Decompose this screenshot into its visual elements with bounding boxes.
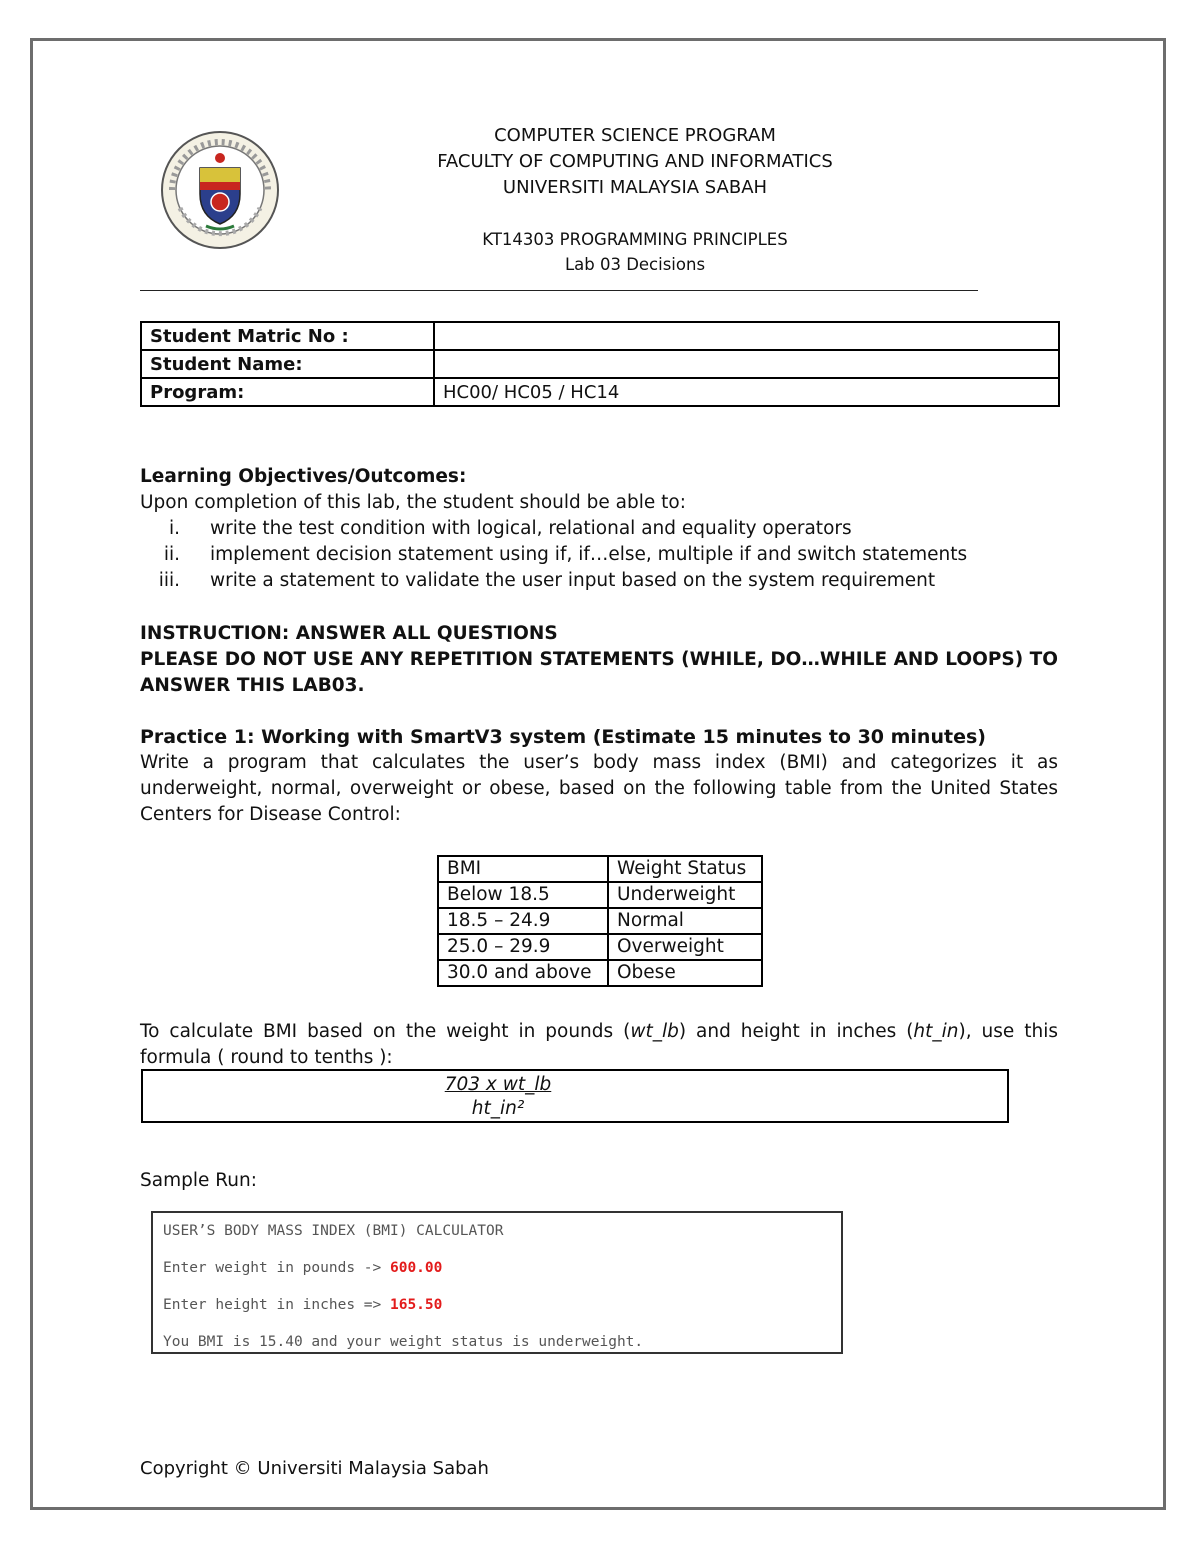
program-title: COMPUTER SCIENCE PROGRAM: [494, 125, 776, 146]
practice-description: Write a program that calculates the user’s body mass index (BMI) and categorizes it as underweight, normal, overweight or obese, based on the following table from the United States Centers for Disease Control:: [140, 752, 1058, 825]
weight-prompt: Enter weight in pounds ->: [163, 1260, 390, 1276]
bmi-table: [437, 855, 763, 987]
weight-status-cell: Underweight: [608, 882, 762, 908]
bmi-header-cell: BMI: [438, 856, 608, 882]
formula-intro: [140, 1019, 1058, 1071]
instruction-line-1: INSTRUCTION: ANSWER ALL QUESTIONS: [140, 623, 558, 644]
bmi-table-header: [438, 856, 762, 882]
name-label: Student Name:: [141, 350, 434, 378]
formula-numerator: 703 x wt_lb: [444, 1074, 552, 1095]
practice-1: [140, 724, 1058, 828]
lab-title: Lab 03 Decisions: [564, 255, 706, 274]
formula-intro-text: To calculate BMI based on the weight in pounds (: [140, 1021, 631, 1042]
formula-denominator: ht_in²: [471, 1098, 525, 1119]
weight-variable: wt_lb: [630, 1021, 679, 1042]
university-seal-logo: [158, 128, 282, 252]
instruction-block: [140, 621, 1058, 699]
program-label: Program:: [141, 378, 434, 406]
header-block: [290, 123, 980, 201]
bmi-formula: [433, 1073, 563, 1121]
console-title: USER’S BODY MASS INDEX (BMI) CALCULATOR: [163, 1223, 504, 1239]
matric-row: [141, 322, 1059, 350]
formula-box: [141, 1069, 1009, 1123]
sample-run-label: Sample Run:: [140, 1170, 257, 1191]
weight-input: 600.00: [389, 1260, 443, 1276]
bmi-header-cell: Weight Status: [608, 856, 762, 882]
objective-text: write the test condition with logical, relational and equality operators: [210, 518, 852, 539]
objective-item: [140, 542, 1060, 568]
table-row: [438, 882, 762, 908]
header-divider: [140, 290, 978, 291]
matric-value: [434, 322, 1059, 350]
objectives-heading: Learning Objectives/Outcomes:: [140, 466, 467, 487]
table-row: [438, 934, 762, 960]
objectives-list: [140, 516, 1060, 594]
faculty-title: FACULTY OF COMPUTING AND INFORMATICS: [437, 151, 833, 172]
table-row: [438, 908, 762, 934]
weight-status-cell: Obese: [608, 960, 762, 986]
weight-status-cell: Normal: [608, 908, 762, 934]
sample-run-console: [151, 1211, 843, 1354]
objective-number: iii.: [158, 570, 180, 591]
bmi-range-cell: Below 18.5: [438, 882, 608, 908]
name-value: [434, 350, 1059, 378]
height-prompt: Enter height in inches =>: [163, 1297, 390, 1313]
program-row: [141, 378, 1059, 406]
matric-label: Student Matric No :: [141, 322, 434, 350]
learning-objectives: [140, 464, 1060, 594]
height-variable: ht_in: [913, 1021, 959, 1042]
bmi-range-cell: 25.0 – 29.9: [438, 934, 608, 960]
copyright-footer: Copyright © Universiti Malaysia Sabah: [140, 1458, 489, 1479]
console-height-line: [163, 1295, 831, 1332]
height-input: 165.50: [389, 1297, 443, 1313]
student-info-table: [140, 321, 1060, 407]
objective-item: [140, 568, 1060, 594]
formula-intro-text: ) and height in inches (: [678, 1021, 914, 1042]
objective-item: [140, 516, 1060, 542]
course-title: KT14303 PROGRAMMING PRINCIPLES: [482, 230, 788, 249]
name-row: [141, 350, 1059, 378]
instruction-line-2: PLEASE DO NOT USE ANY REPETITION STATEMENTS (WHILE, DO…WHILE AND LOOPS) TO ANSWER THIS LAB03.: [140, 649, 1058, 696]
table-row: [438, 960, 762, 986]
practice-heading: Practice 1: Working with SmartV3 system (Estimate 15 minutes to 30 minutes): [140, 726, 986, 748]
objective-number: ii.: [163, 544, 180, 565]
objective-text: implement decision statement using if, if…else, multiple if and switch statements: [210, 544, 968, 565]
weight-status-cell: Overweight: [608, 934, 762, 960]
program-value: HC00/ HC05 / HC14: [434, 378, 1059, 406]
objectives-intro: Upon completion of this lab, the student should be able to:: [140, 492, 686, 513]
bmi-range-cell: 30.0 and above: [438, 960, 608, 986]
console-result-line: You BMI is 15.40 and your weight status is underweight.: [163, 1334, 644, 1350]
objective-text: write a statement to validate the user input based on the system requirement: [210, 570, 936, 591]
objective-number: i.: [168, 518, 180, 539]
university-title: UNIVERSITI MALAYSIA SABAH: [502, 177, 768, 198]
formula-intro-text: ), use this formula ( round to tenths ):: [140, 1021, 1058, 1068]
console-weight-line: [163, 1258, 831, 1295]
bmi-range-cell: 18.5 – 24.9: [438, 908, 608, 934]
course-block: [290, 227, 980, 277]
